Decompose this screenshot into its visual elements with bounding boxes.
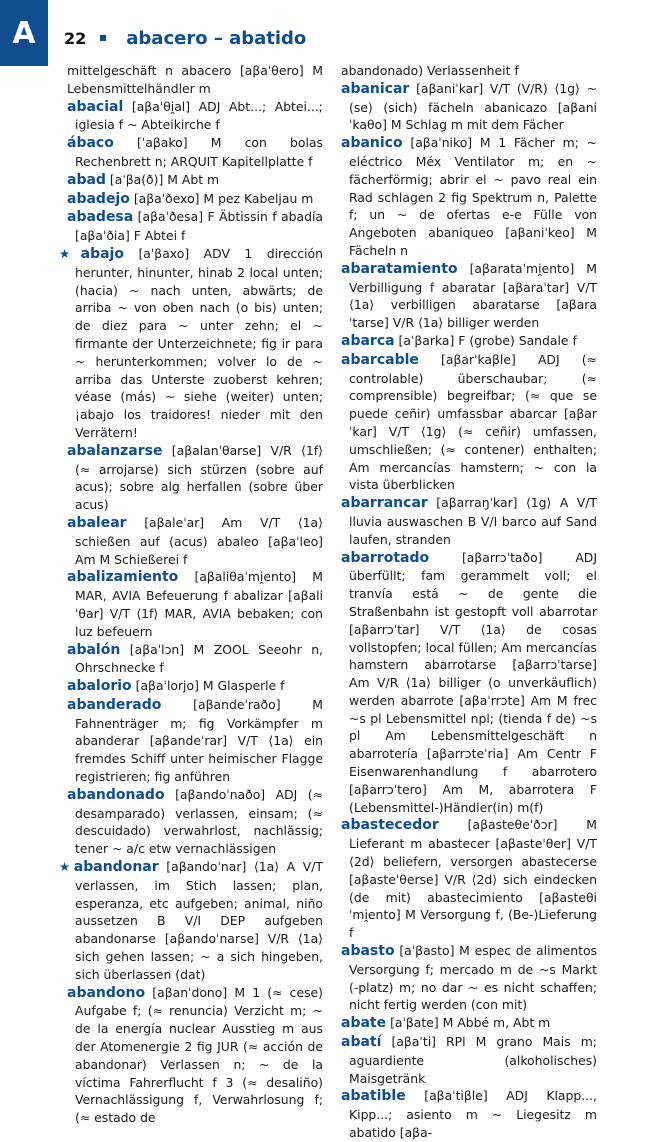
star-icon: ★ (59, 245, 81, 261)
entry-body: [aβanˈdono] M 1 (≈ cese) Aufgabe f; (≈ renuncia) Verzicht m; ~ de la energía nuclear Ausstieg m aus der Atomenergie 2 fig JUR (≈ acción de abandonar) Verlassen n; ~ de la víctima Fahrerflucht f 3 (≈ desaliño) Vernachlässigung f, Verwahrlosung f; (≈ estado de (75, 984, 323, 1126)
right-column (341, 62, 597, 1142)
entry-body: [aβarˈkaβle] ADJ (≈ controlable) überschaubar; (≈ comprensible) begreifbar; (≈ que se puede ceñir) umfassbar abarcar [aβarˈkar] V/T ⟨1g⟩ (≈ ceñir) umfassen, umschließen; (≈ contener) enthalten; Am mercancías hamstern; ~ con la vista überblicken (349, 351, 597, 493)
entry-continuation (341, 62, 597, 80)
entry-body: [aβaˈlɔn] M ZOOL Seeohr n, Ohrschnecke f (75, 641, 323, 676)
square-bullet-icon (100, 35, 106, 41)
dictionary-entry (67, 442, 323, 514)
dictionary-entry (341, 494, 597, 548)
entry-body: [aβaˈniko] M 1 Fächer m; ~ eléctrico Méx Ventilator m; en ~ fächerförmig; abrir el ~ pavo real ein Rad schlagen 2 fig Spektrum n, Palette f; un ~ de ofertas e-e Fülle von Angeboten abaniqueo [aβaniˈkeo] M Fächeln n (349, 135, 597, 258)
headword: abandonar (73, 859, 159, 876)
entry-body: mittelgeschäft n abacero [aβaˈθero] M Lebensmittelhändler m (67, 63, 323, 96)
dictionary-entry (67, 677, 323, 696)
headword: abandono (67, 984, 146, 1001)
dictionary-entry (59, 245, 323, 442)
headword: abaratamiento (341, 260, 458, 277)
dictionary-entry (341, 351, 597, 494)
entry-body: [aˈβa(ð)] M Abt m (109, 171, 220, 187)
entry-body: [aβandeˈraðo] M Fahnenträger m; fig Vorkämpfer m abanderar [aβandeˈrar] V/T ⟨1a⟩ ein fremdes Schiff unter heimischer Flagge registrieren; fig anführen (75, 696, 323, 785)
entry-body: [aβaˈti] RPl M grano Mais m; aguardiente (alkoholisches) Maisgetränk (349, 1034, 597, 1086)
entry-body: [aβalanˈθarse] V/R ⟨1f⟩ (≈ arrojarse) sich stürzen (sobre auf acus); sobre alg herfallen (sobre über acus) (75, 442, 323, 513)
dictionary-entry (67, 568, 323, 640)
dictionary-entry (67, 696, 323, 786)
entry-body: [aβaleˈar] Am V/T ⟨1a⟩ schießen auf (acus) abaleo [aβaˈleo] Am M Schießerei f (75, 514, 323, 567)
entry-body: [aβaˈθi̯al] ADJ Abt...; Abtei...; iglesia f ~ Abteikirche f (75, 98, 323, 133)
headword: abasto (341, 943, 395, 960)
entry-body: [aβandoˈnar] ⟨1a⟩ A V/T verlassen, im Stich lassen; plan, esperanza, etc aufgeben; animal, niño aussetzen B V/I DEP aufgeben abandonarse [aβandoˈnarse] V/R ⟨1a⟩ sich gehen lassen; ~ a sich hingeben, sich überlassen (dat) (75, 859, 323, 982)
headword: abandonado (67, 786, 165, 803)
dictionary-entry (341, 549, 597, 817)
entry-body: [aβasteθeˈðɔr] M Lieferant m abastecer [aβasteˈθer] V/T ⟨2d⟩ beliefern, versorgen abastecerse [aβasteˈθerse] V/R ⟨2d⟩ sich eindecken (de mit) abastecimiento [aβasteθiˈmi̯ento] M Versorgung f, (Be-)Lieferung f (349, 817, 597, 941)
entry-body: [aβandoˈnaðo] ADJ (≈ desamparado) verlassen, einsam; (≈ descuidado) verwahrlost, nachlässig; tener ~ a/c etw vernachlässigen (75, 786, 323, 857)
headword: abad (67, 171, 106, 188)
entry-body: [aˈβarka] F (grobe) Sandale f (398, 332, 577, 348)
entry-body: [aˈβate] M Abbé m, Abt m (390, 1015, 551, 1031)
headword: ábaco (67, 135, 114, 152)
running-head: abacero – abatido (126, 27, 307, 49)
dictionary-entry (67, 786, 323, 858)
entry-body: [aβaˈtiβle] ADJ Klapp..., Kipp...; asiento m ~ Liegesitz m abatido [aβa- (349, 1088, 597, 1141)
dictionary-entry (341, 80, 597, 134)
entry-body: [aˈβasto] M espec de alimentos Versorgung f; mercado m de ~s Markt (-platz) m; no dar ~ es nicht schaffen; nicht fertig werden (con mit) (349, 943, 597, 1013)
entry-body: [aβarrɔˈtaðo] ADJ überfüllt; fam gerammelt voll; el tranvía está ~ de gente die Straßenbahn ist gestopft voll abarrotar [aβarrɔˈtar] V/T ⟨1a⟩ de cosas vollstopfen; local füllen; Am mercancías hamstern abarrotarse [aβarrɔˈtarse] Am V/R ⟨1a⟩ billiger (o unverkäuflich) werden abarrote [aβaˈrrɔte] Am M frec ~s pl Lebensmittel npl; (tienda f de) ~s pl Am Lebensmittelgeschäft n abarrotería [aβarrɔteˈria] Am Centr F Eisenwarenhandlung f abarrotero [aβarrɔˈtero] Am M, abarrotera F (Lebensmittel-)Händler(in) m(f) (349, 549, 597, 815)
headword: abalón (67, 641, 121, 658)
entry-continuation (67, 62, 323, 98)
dictionary-entry (341, 134, 597, 260)
dictionary-entry (341, 1087, 597, 1141)
dictionary-entry (67, 98, 323, 135)
headword: abalanzarse (67, 442, 163, 459)
letter-tab: A (0, 0, 48, 66)
dictionary-entry (67, 171, 323, 190)
headword: abadejo (67, 190, 130, 207)
dictionary-entry (341, 260, 597, 332)
page-number: 22 (64, 28, 87, 48)
entry-body: [aˈβaxo] ADV 1 dirección herunter, hinunter, hinab 2 local unten; (hacia) ~ nach unten, abwärts; de arriba ~ von oben nach (o bis) unten; de diez para ~ unter zehn; el ~ firmante der Unterzeichnete; fig ir para ~ herunterkommen; volver lo de ~ arriba das Unterste zuoberst kehren; véase (más) ~ siehe (weiter) unten; ¡abajo los traidores! nieder mit den Verrätern! (75, 245, 323, 440)
headword: abarcable (341, 351, 419, 368)
entry-body: [aβaˈðexo] M pez Kabeljau m (133, 190, 314, 206)
headword: abadesa (67, 209, 134, 226)
dictionary-entry (341, 1033, 597, 1087)
dictionary-entry (67, 190, 323, 209)
entry-body: [aβaniˈkar] V/T (V/R) ⟨1g⟩ ~(se) (sich) fächeln abanicazo [aβaniˈkaθo] M Schlag m mit dem Fächer (349, 80, 597, 133)
headword: abalizamiento (67, 569, 179, 586)
headword: abanicar (341, 80, 410, 97)
headword: abalorio (67, 678, 132, 695)
entry-body: [aβarraŋˈkar] ⟨1g⟩ A V/T lluvia auswaschen B V/I barco auf Sand laufen, stranden (349, 495, 597, 547)
page-header (64, 24, 306, 52)
headword: abate (341, 1015, 387, 1032)
entry-body: [aβarataˈmi̯ento] M Verbilligung f abaratar [aβaraˈtar] V/T ⟨1a⟩ verbilligen abaratarse [aβaraˈtarse] V/R ⟨1a⟩ billiger werden (349, 260, 597, 331)
headword: abanderado (67, 696, 162, 713)
headword: abarrotado (341, 549, 430, 566)
dictionary-entry (67, 134, 323, 171)
entry-body: [aβaˈðesa] F Äbtissin f abadía [aβaˈðia] F Abtei f (75, 209, 323, 244)
headword: abarrancar (341, 495, 428, 512)
dictionary-entry (67, 984, 323, 1127)
dictionary-entry (67, 208, 323, 245)
left-column (59, 62, 323, 1127)
entry-body: abandonado) Verlassenheit f (341, 63, 519, 78)
headword: abatí (341, 1034, 382, 1051)
headword: abarca (341, 332, 395, 349)
star-icon: ★ (59, 859, 74, 875)
dictionary-entry (341, 942, 597, 1014)
headword: abajo (80, 245, 124, 262)
headword: abalear (67, 514, 127, 531)
dictionary-entry (341, 332, 597, 351)
entry-body: [aβaˈlorjo] M Glasperle f (135, 678, 285, 694)
dictionary-entry (67, 641, 323, 678)
headword: abacial (67, 98, 124, 115)
entry-body: [aβaliθaˈmi̯ento] M MAR, AVIA Befeuerung f abalizar [aβaliˈθar] V/T ⟨1f⟩ MAR, AVIA bebaken; con luz befeuern (75, 569, 323, 639)
dictionary-entry (341, 816, 597, 942)
dictionary-entry (341, 1014, 597, 1033)
dictionary-entry (59, 858, 323, 984)
entry-body: [ˈaβako] M con bolas Rechenbrett n; ARQUIT Kapitellplatte f (75, 135, 323, 169)
headword: abastecedor (341, 817, 439, 834)
dictionary-entry (67, 514, 323, 568)
headword: abanico (341, 135, 403, 152)
headword: abatible (341, 1088, 406, 1105)
